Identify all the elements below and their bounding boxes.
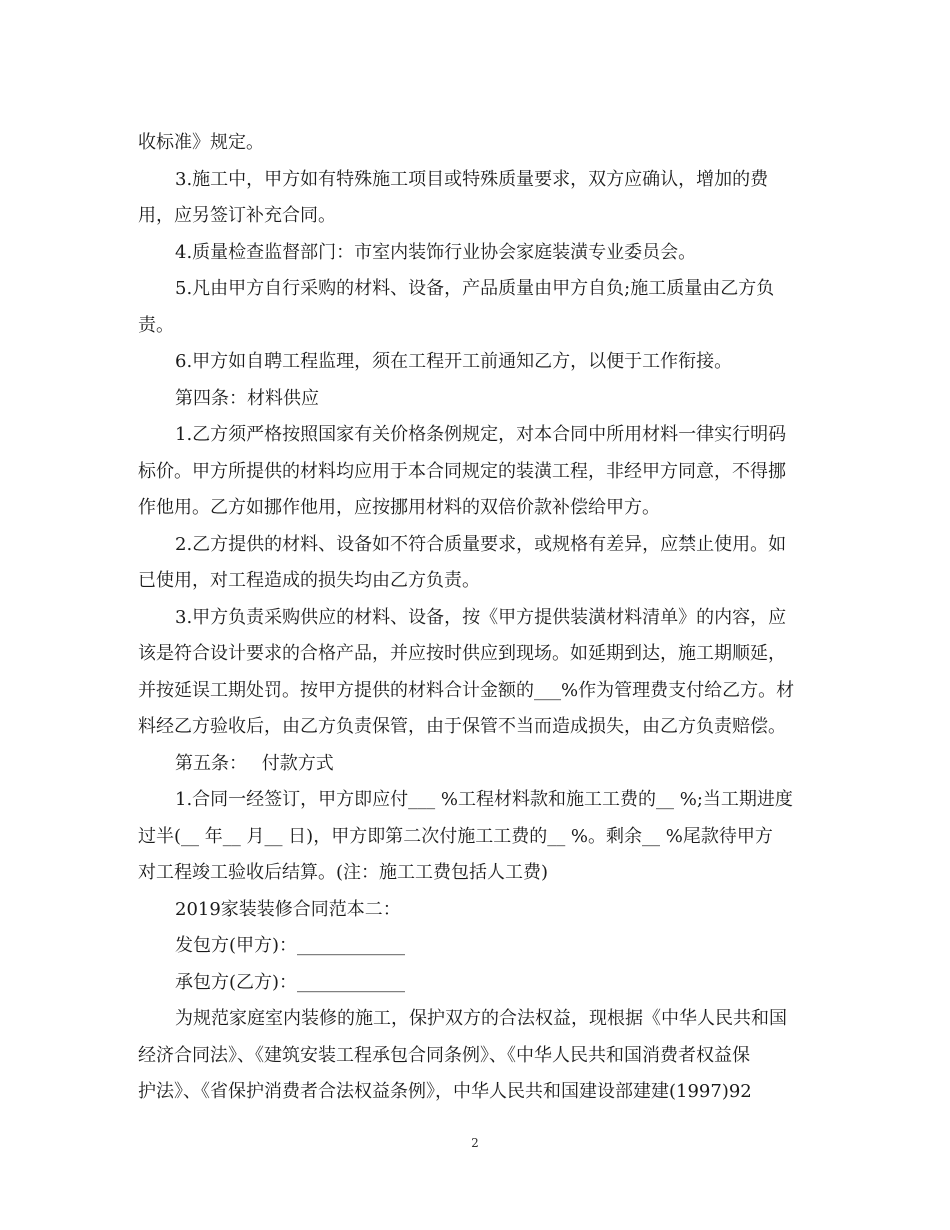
text-line: 过半(__ 年__ 月__ 日)，甲方即第二次付施工工费的__ %。剩余__ %尾款待甲方 <box>138 825 773 847</box>
text-line: 该是符合设计要求的合格产品，并应按时供应到现场。如延期到达，施工期顺延， <box>138 643 786 664</box>
text-line: 责。 <box>138 314 174 336</box>
text-line: 1.乙方须严格按照国家有关价格条例规定，对本合同中所用材料一律实行明码 <box>175 424 787 445</box>
text-line: 3.施工中，甲方如有特殊施工项目或特殊质量要求，双方应确认，增加的费 <box>175 168 769 190</box>
text-line: 1.合同一经签订，甲方即应付___ %工程材料款和施工工费的__ %;当工期进度 <box>175 789 793 810</box>
text-line: 2.乙方提供的材料、设备如不符合质量要求，或规格有差异，应禁止使用。如 <box>175 533 787 555</box>
text-line: 6.甲方如自聘工程监理，须在工程开工前通知乙方，以便于工作衔接。 <box>175 351 733 372</box>
text-line: 经济合同法》、《建筑安装工程承包合同条例》、《中华人民共和国消费者权益保 <box>138 1044 750 1066</box>
text-line: 4.质量检查监督部门：市室内装饰行业协会家庭装潢专业委员会。 <box>175 241 697 263</box>
text-line: 标价。甲方所提供的材料均应用于本合同规定的装潢工程，非经甲方同意，不得挪 <box>138 460 786 482</box>
text-line: 为规范家庭室内装修的施工，保护双方的合法权益，现根据《中华人民共和国 <box>175 1008 787 1029</box>
text-line: 承包方(乙方)：____________ <box>175 971 406 993</box>
text-line: 并按延误工期处罚。按甲方提供的材料合计金额的___%作为管理费支付给乙方。材 <box>138 679 795 701</box>
text-line: 2019家装装修合同范本二： <box>175 898 401 920</box>
text-line: 用，应另签订补充合同。 <box>138 205 336 226</box>
text-line: 护法》、《省保护消费者合法权益条例》，中华人民共和国建设部建建(1997)92 <box>138 1081 752 1102</box>
text-line: 收标准》规定。 <box>138 132 264 153</box>
page-number: 2 <box>471 1136 479 1150</box>
text-line: 发包方(甲方)：____________ <box>175 935 406 956</box>
body-text <box>138 125 818 1111</box>
text-line: 料经乙方验收后，由乙方负责保管，由于保管不当而造成损失，由乙方负责赔偿。 <box>138 716 786 737</box>
text-line: 第四条：材料供应 <box>175 387 319 409</box>
text-line: 作他用。乙方如挪作他用，应按挪用材料的双倍价款补偿给甲方。 <box>138 497 660 518</box>
text-line: 5.凡由甲方自行采购的材料、设备，产品质量由甲方自负;施工质量由乙方负 <box>175 278 775 299</box>
text-line: 已使用，对工程造成的损失均由乙方负责。 <box>138 570 480 591</box>
text-line: 3.甲方负责采购供应的材料、设备，按《甲方提供装潢材料清单》的内容，应 <box>175 606 787 628</box>
text-line: 第五条： 付款方式 <box>175 752 334 774</box>
text-line: 对工程竣工验收后结算。(注：施工工费包括人工费) <box>138 862 549 883</box>
